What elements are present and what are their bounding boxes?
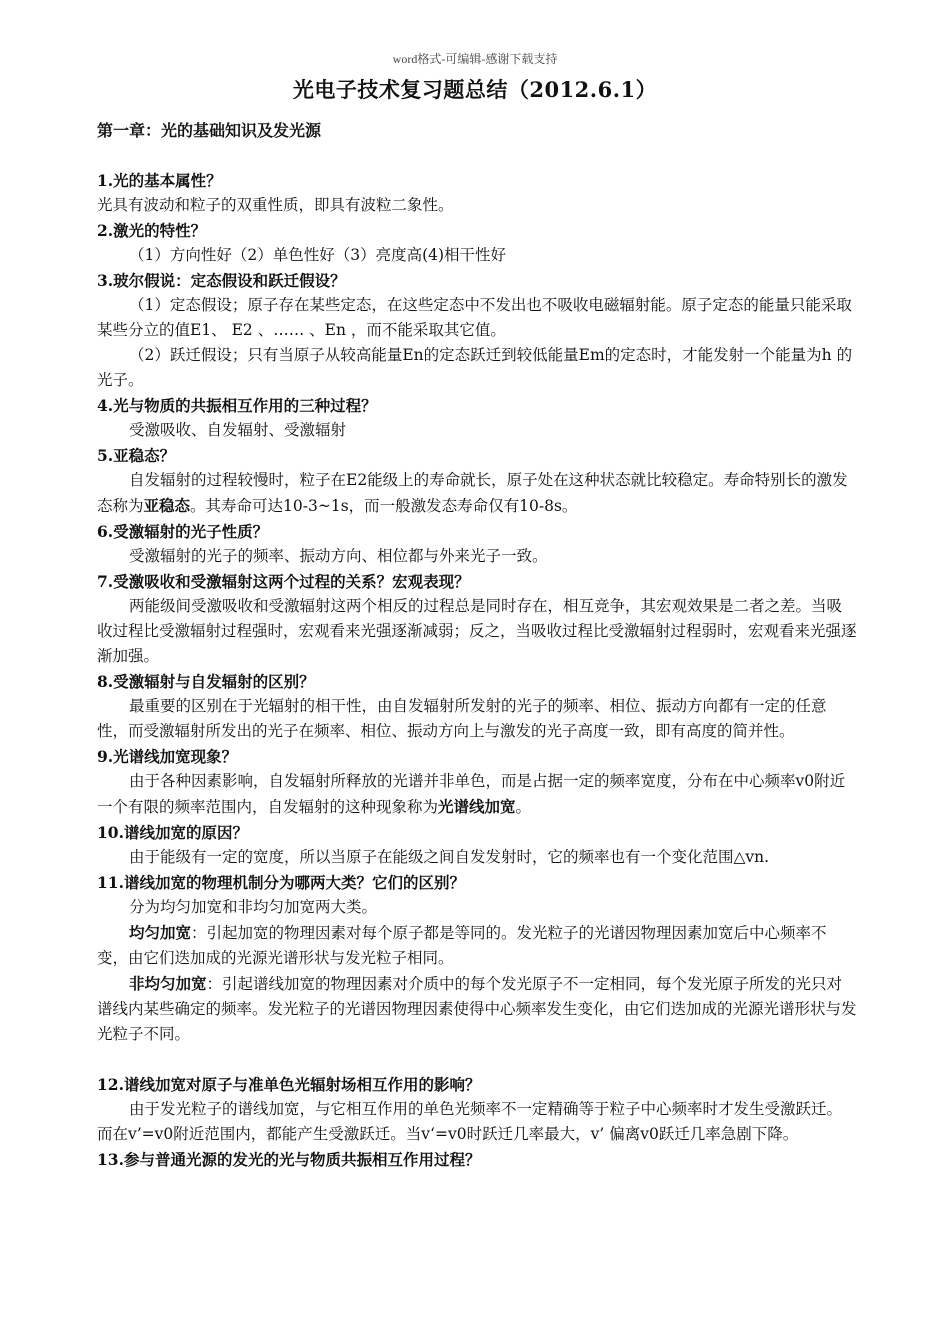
answer-paragraph: 两能级间受激吸收和受激辐射这两个相反的过程总是同时存在，相互竞争，其宏观效果是二者之差。当吸收过程比受激辐射过程强时，宏观看来光强逐渐减弱；反之，当吸收过程比受激辐射过程弱时，宏观看来光强逐渐加强。 [97, 597, 857, 665]
header-watermark: word格式-可编辑-感谢下载支持 [392, 52, 558, 66]
answer-text: 。 [515, 798, 532, 816]
answer-text: 。其寿命可达10-3~1s，而一般激发态寿命仅有10-8s。 [190, 497, 578, 515]
answer-paragraph: 光具有波动和粒子的双重性质，即具有波粒二象性。 [97, 196, 454, 214]
answer-paragraph: 受激辐射的光子的频率、振动方向、相位都与外来光子一致。 [129, 547, 548, 565]
answer-paragraph: 由于发光粒子的谱线加宽，与它相互作用的单色光频率不一定精确等于粒子中心频率时才发生受激跃迁。而在v’=v0附近范围内，都能产生受激跃迁。当v‘=v0时跃迁几率最大，v’ 偏离v0跃迁几率急剧下降。 [97, 1100, 843, 1143]
page-title: 光电子技术复习题总结（2012.6.1） [292, 77, 658, 102]
answer-paragraph [97, 971, 857, 1047]
emphasis-term: 非均匀加宽 [129, 974, 207, 993]
document-body [97, 118, 857, 1172]
question-heading: 9.光谱线加宽现象？ [97, 747, 238, 766]
question-heading: 8.受激辐射与自发辐射的区别？ [97, 672, 315, 691]
question-heading: 2.激光的特性？ [97, 221, 207, 240]
emphasis-term: 均匀加宽 [129, 923, 192, 942]
question-heading: 3.玻尔假说：定态假设和跃迁假设？ [97, 271, 346, 290]
question-heading: 12.谱线加宽对原子与准单色光辐射场相互作用的影响？ [97, 1075, 481, 1094]
answer-paragraph [97, 468, 857, 519]
chapter-heading: 第一章：光的基础知识及发光源 [97, 121, 322, 140]
answer-paragraph: 最重要的区别在于光辐射的相干性，由自发辐射所发射的光子的频率、相位、振动方向都有一定的任意性，而受激辐射所发出的光子在频率、相位、振动方向上与激发的光子高度一致，即有高度的简并性。 [97, 697, 827, 740]
answer-paragraph [97, 920, 857, 971]
answer-paragraph: （2）跃迁假设；只有当原子从较高能量En的定态跃迁到较低能量Em的定态时，才能发射一个能量为h 的光子。 [97, 346, 853, 389]
question-heading: 11.谱线加宽的物理机制分为哪两大类？它们的区别？ [97, 873, 465, 892]
answer-paragraph: （1）方向性好（2）单色性好（3）亮度高(4)相干性好 [129, 246, 507, 264]
answer-paragraph: （1）定态假设；原子存在某些定态，在这些定态中不发出也不吸收电磁辐射能。原子定态的能量只能采取某些分立的值E1、 E2 、…… 、En ，而不能采取其它值。 [97, 296, 852, 339]
answer-paragraph: 分为均匀加宽和非均匀加宽两大类。 [129, 898, 378, 916]
emphasis-term: 亚稳态 [143, 496, 191, 515]
section-spacer [97, 1047, 857, 1072]
answer-paragraph: 由于能级有一定的宽度，所以当原子在能级之间自发发射时，它的频率也有一个变化范围△vn. [129, 848, 770, 866]
question-heading: 13.参与普通光源的发光的光与物质共振相互作用过程？ [97, 1150, 481, 1169]
emphasis-term: 光谱线加宽 [438, 797, 516, 816]
question-heading: 5.亚稳态？ [97, 446, 176, 465]
question-heading: 7.受激吸收和受激辐射这两个过程的关系？宏观表现？ [97, 572, 470, 591]
answer-text: ：引起加宽的物理因素对每个原子都是等同的。发光粒子的光谱因物理因素加宽后中心频率不变，由它们迭加成的光源光谱形状与发光粒子相同。 [97, 924, 827, 967]
answer-paragraph [97, 769, 857, 820]
answer-paragraph: 受激吸收、自发辐射、受激辐射 [129, 421, 347, 439]
question-heading: 10.谱线加宽的原因？ [97, 823, 248, 842]
answer-text: 由于各种因素影响，自发辐射所释放的光谱并非单色，而是占据一定的频率宽度，分布在中心频率v0附近一个有限的频率范围内，自发辐射的这种现象称为 [97, 772, 846, 816]
question-heading: 1.光的基本属性？ [97, 171, 222, 190]
question-heading: 4.光与物质的共振相互作用的三种过程？ [97, 396, 377, 415]
question-heading: 6.受激辐射的光子性质？ [97, 522, 269, 541]
answer-text: ：引起谱线加宽的物理因素对介质中的每个发光原子不一定相同，每个发光原子所发的光只对谱线内某些确定的频率。发光粒子的光谱因物理因素使得中心频率发生变化，由它们迭加成的光源光谱形状与发光粒子不同。 [97, 975, 857, 1043]
answer-text: 自发辐射的过程较慢时，粒子在E2能级上的寿命就长，原子处在这种状态就比较稳定。寿命特别长的激发态称为 [97, 471, 848, 515]
